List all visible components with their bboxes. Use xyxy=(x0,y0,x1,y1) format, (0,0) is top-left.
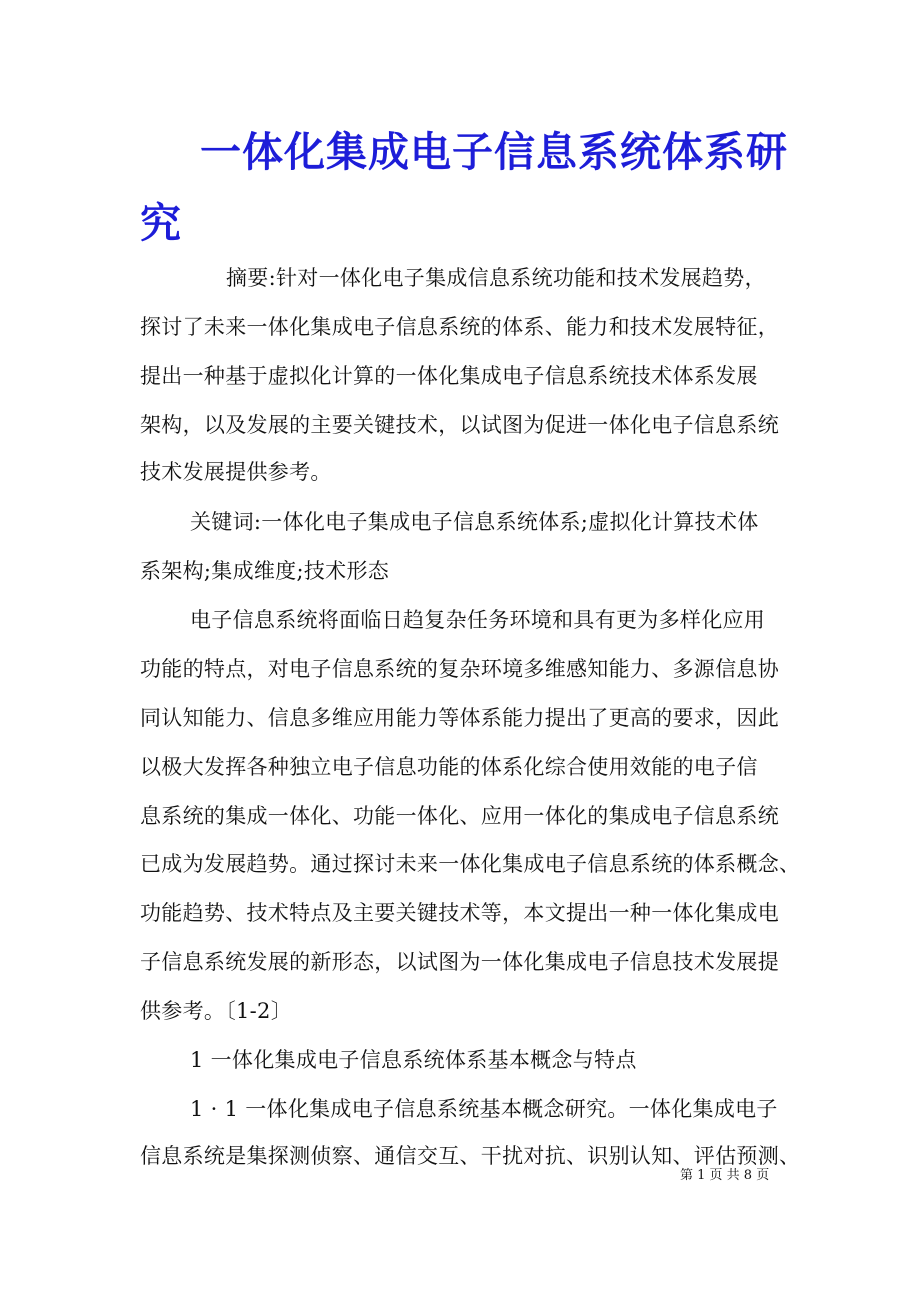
page-footer: 第 1 页 共 8 页 xyxy=(680,1168,770,1183)
keywords-line: 关键词:一体化电子集成电子信息系统体系;虚拟化计算技术体 xyxy=(190,510,759,534)
body-line: 功能的特点，对电子信息系统的复杂环境多维感知能力、多源信息协 xyxy=(140,657,779,681)
abstract-line: 提出一种基于虚拟化计算的一体化集成电子信息系统技术体系发展 xyxy=(140,364,758,388)
body-line: 子信息系统发展的新形态，以试图为一体化集成电子信息技术发展提 xyxy=(140,950,779,974)
body-line: 功能趋势、技术特点及主要关键技术等，本文提出一种一体化集成电 xyxy=(140,901,779,925)
body-line: 供参考。〔1-2〕 xyxy=(140,999,293,1023)
abstract-line: 技术发展提供参考。 xyxy=(140,460,332,484)
subsection-line: 1 · 1 一体化集成电子信息系统基本概念研究。一体化集成电子 xyxy=(190,1097,778,1121)
body-line: 电子信息系统将面临日趋复杂任务环境和具有更为多样化应用 xyxy=(190,608,766,632)
body-line: 同认知能力、信息多维应用能力等体系能力提出了更高的要求，因此 xyxy=(140,706,779,730)
section-heading: 1 一体化集成电子信息系统体系基本概念与特点 xyxy=(190,1048,637,1072)
abstract-line: 架构，以及发展的主要关键技术，以试图为促进一体化电子信息系统 xyxy=(140,413,779,437)
body-line: 息系统的集成一体化、功能一体化、应用一体化的集成电子信息系统 xyxy=(140,804,779,828)
title-line-1: 一体化集成电子信息系统体系研 xyxy=(200,128,788,176)
subsection-line: 信息系统是集探测侦察、通信交互、干扰对抗、识别认知、评估预测、 xyxy=(140,1144,801,1168)
title-line-2: 究 xyxy=(140,199,182,247)
body-line: 已成为发展趋势。通过探讨未来一体化集成电子信息系统的体系概念、 xyxy=(140,852,801,876)
keywords-line: 系架构;集成维度;技术形态 xyxy=(140,559,390,583)
abstract-line: 探讨了未来一体化集成电子信息系统的体系、能力和技术发展特征， xyxy=(140,315,779,339)
body-line: 以极大发挥各种独立电子信息功能的体系化综合使用效能的电子信 xyxy=(140,755,758,779)
abstract-line: 摘要:针对一体化电子集成信息系统功能和技术发展趋势， xyxy=(226,266,766,290)
